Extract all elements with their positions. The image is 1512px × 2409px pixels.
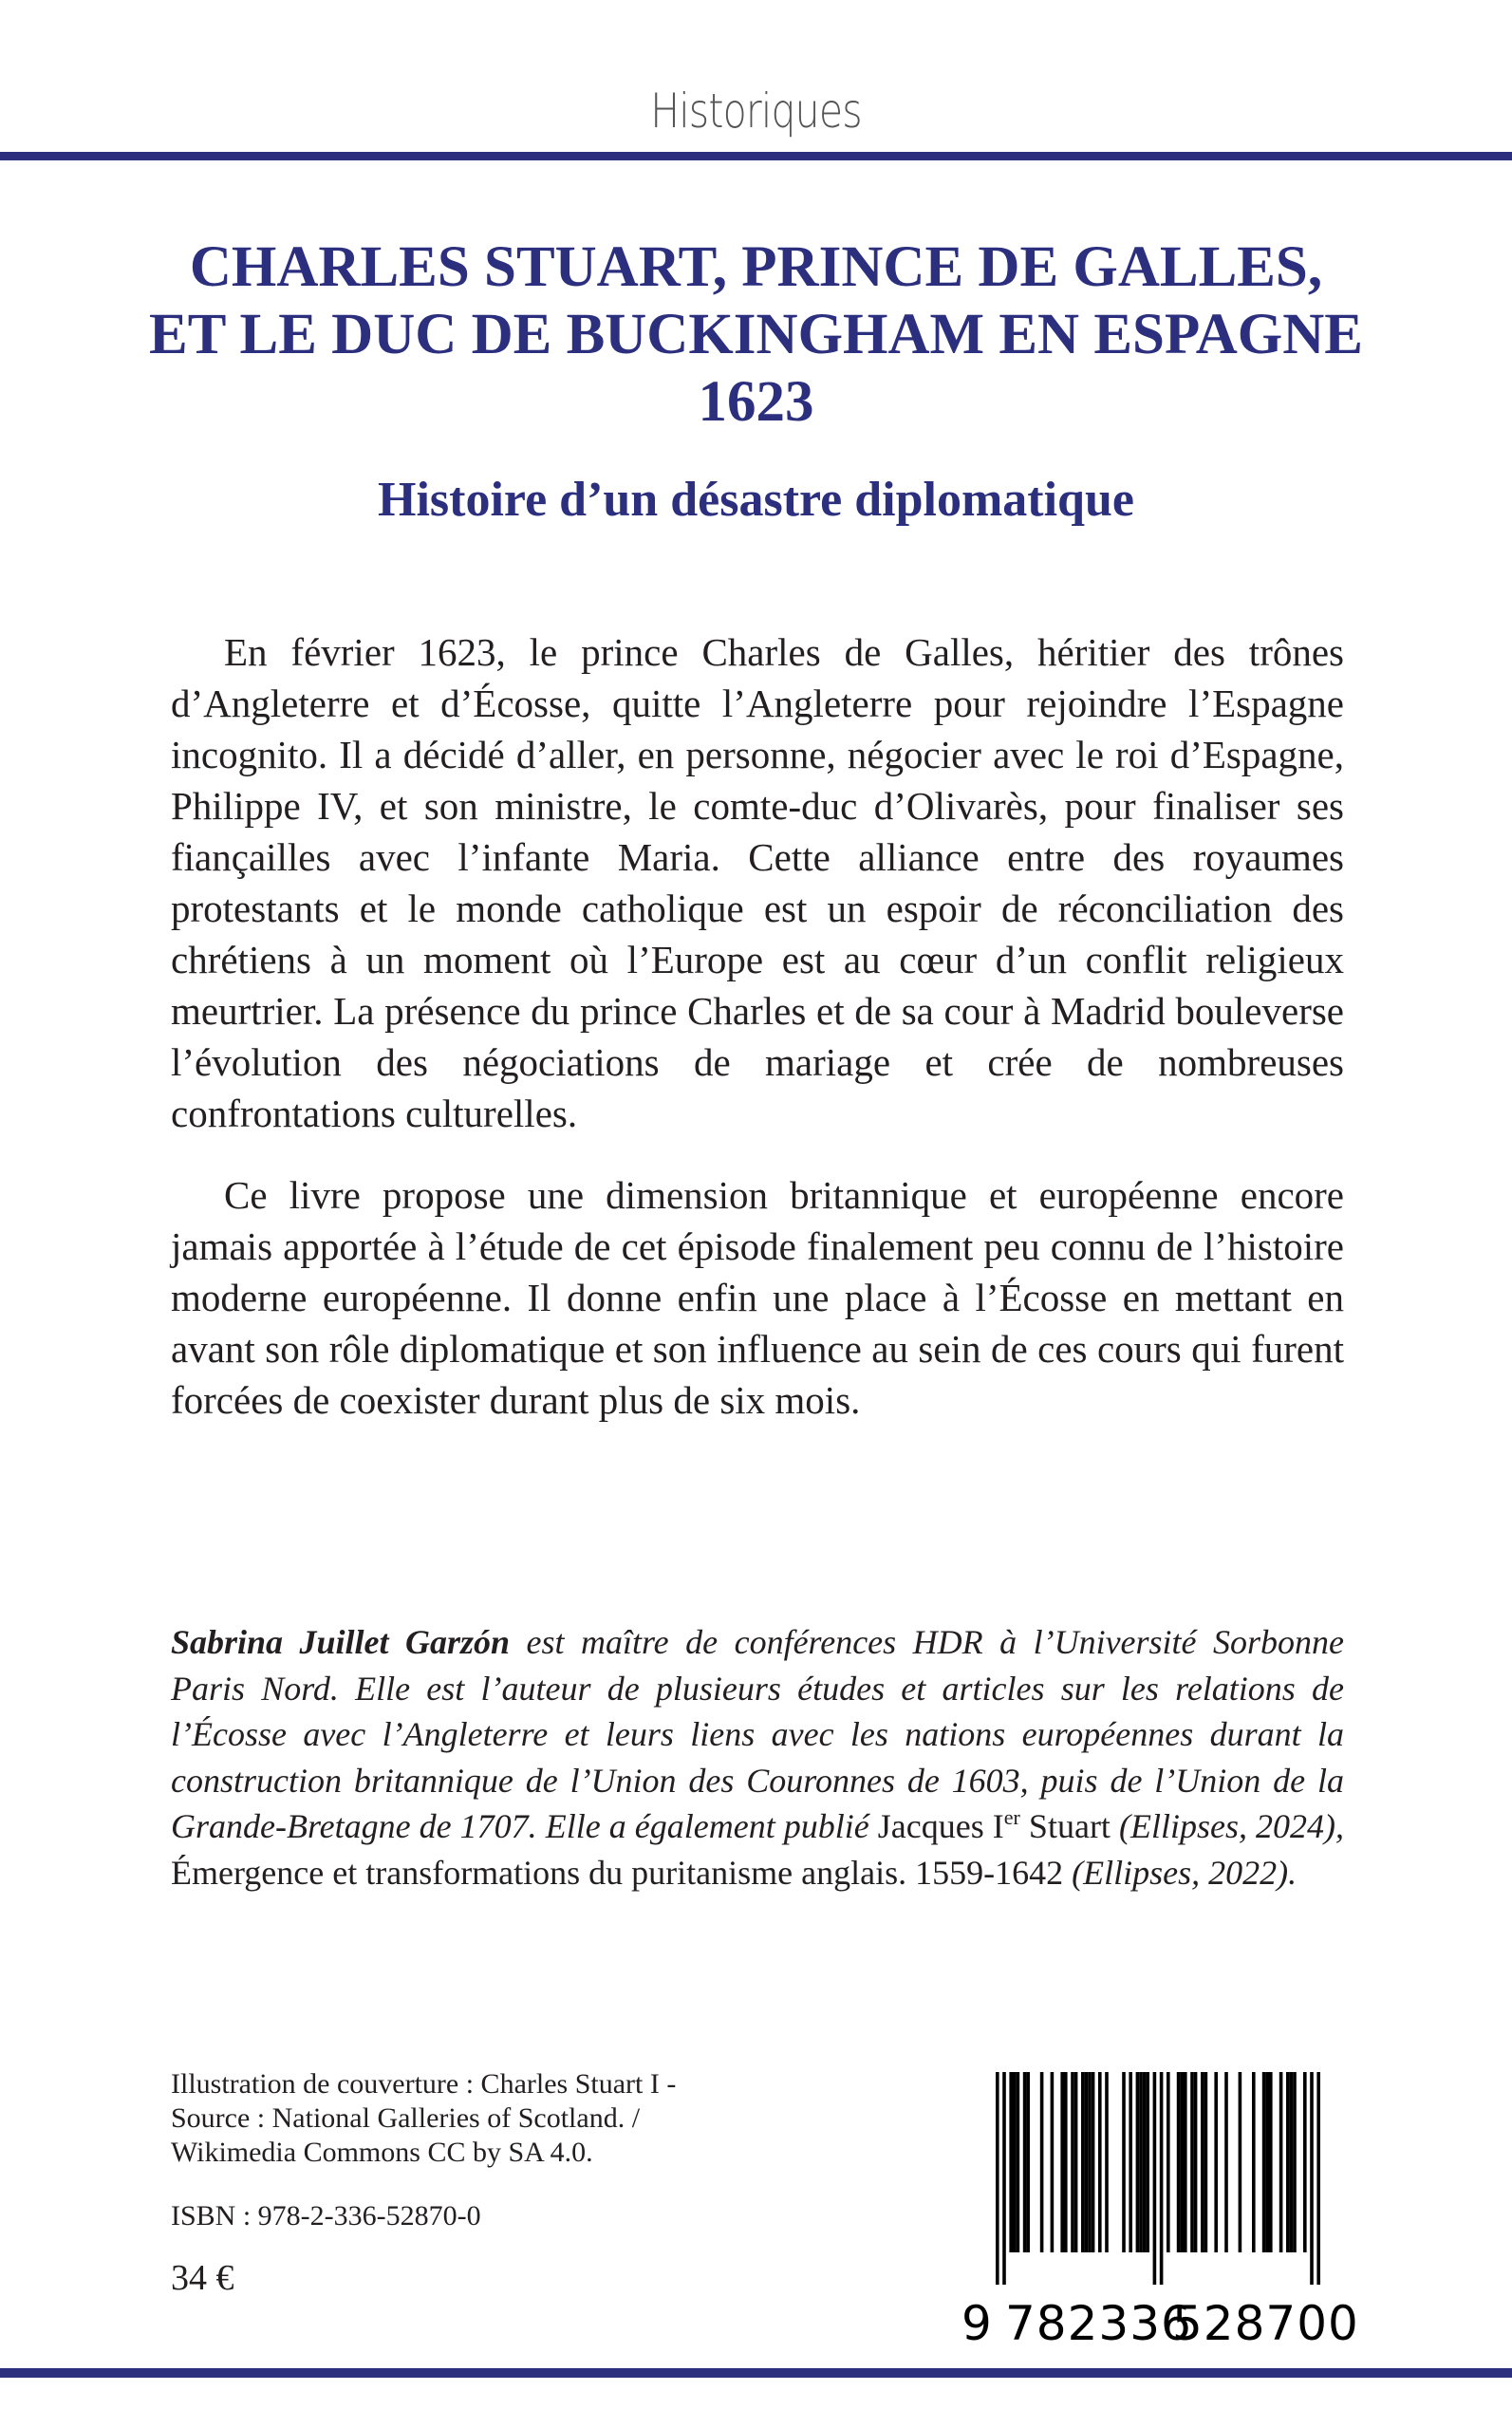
barcode-lead-digit: 9	[961, 2296, 993, 2351]
barcode-bar	[1092, 2072, 1095, 2252]
barcode-bar	[1214, 2072, 1218, 2252]
title-line: ET LE DUC DE BUCKINGHAM EN ESPAGNE	[149, 303, 1363, 366]
barcode-bar	[1060, 2072, 1064, 2252]
barcode-bar	[1146, 2072, 1149, 2252]
barcode-bar	[1122, 2072, 1126, 2252]
title-line: 1623	[698, 370, 814, 434]
credit-line: Source : National Galleries of Scotland. /	[171, 2102, 641, 2134]
barcode-bar	[1194, 2072, 1198, 2252]
barcode-bar	[996, 2072, 999, 2285]
barcode-bar	[1290, 2072, 1294, 2252]
book-publisher-2: (Ellipses, 2022).	[1063, 1853, 1297, 1892]
book-title-1-name: Jacques I	[877, 1807, 1004, 1845]
series-name: Historiques	[650, 84, 862, 139]
barcode-bar	[1023, 2072, 1027, 2252]
author-bio	[171, 1619, 1344, 1895]
barcode	[961, 2072, 1359, 2362]
barcode-bar	[1201, 2072, 1204, 2252]
barcode-bar	[1074, 2072, 1078, 2252]
barcode-bar	[1279, 2072, 1283, 2252]
barcode-bar	[1051, 2072, 1055, 2252]
barcode-bar	[1252, 2072, 1256, 2252]
barcode-bar	[1262, 2072, 1266, 2252]
barcode-right-digits: 528700	[1172, 2296, 1359, 2351]
barcode-bar	[1026, 2072, 1030, 2252]
barcode-bar	[1310, 2072, 1314, 2285]
book-title-1	[878, 1807, 1111, 1845]
barcode-bar	[1286, 2072, 1290, 2252]
book-publisher-1: (Ellipses, 2024),	[1110, 1807, 1344, 1845]
barcode-bar	[1009, 2072, 1013, 2252]
barcode-bar	[1177, 2072, 1181, 2252]
barcode-bar	[1139, 2072, 1143, 2252]
bio-text: est maître de conférences HDR à l’Université Sorbonne Paris Nord. Elle est l’auteur de plusieurs études et articles sur les relations de l’Écosse avec l’Angleterre et leurs liens avec les nations européennes durant la construction britannique de l’Union des Couronnes de 1603, puis de l’Union de la Grande-Bretagne de 1707. Elle a également publié	[171, 1623, 1344, 1845]
barcode-bar	[1085, 2072, 1089, 2252]
barcode-bars	[961, 2072, 1341, 2300]
cover-credits	[171, 2067, 759, 2170]
barcode-bar	[1040, 2072, 1044, 2252]
barcode-bar	[1180, 2072, 1184, 2252]
credit-line: Wikimedia Commons CC by SA 4.0.	[171, 2137, 593, 2168]
barcode-bar	[1224, 2072, 1228, 2252]
book-title-2: Émergence et transformations du puritanisme anglais. 1559-1642	[171, 1853, 1064, 1892]
barcode-bar	[1064, 2072, 1068, 2252]
barcode-bar	[1190, 2072, 1194, 2252]
barcode-bar	[1017, 2072, 1020, 2252]
top-rule	[0, 152, 1512, 160]
title-line: CHARLES STUART, PRINCE DE GALLES,	[189, 235, 1323, 299]
barcode-bar	[1239, 2072, 1242, 2252]
credit-line: Illustration de couverture : Charles Stuart I -	[171, 2068, 677, 2100]
isbn: ISBN : 978-2-336-52870-0	[171, 2200, 481, 2232]
book-title	[95, 233, 1417, 436]
barcode-bar	[1265, 2072, 1269, 2252]
barcode-bar	[1143, 2072, 1147, 2252]
book-title-1-ordinal: er	[1003, 1805, 1020, 1829]
barcode-digits	[961, 2296, 1359, 2353]
barcode-bar	[1088, 2072, 1092, 2252]
barcode-bar	[1167, 2072, 1170, 2252]
barcode-bar	[1303, 2072, 1307, 2252]
barcode-bar	[1081, 2072, 1085, 2252]
barcode-bar	[1184, 2072, 1187, 2252]
barcode-bar	[1071, 2072, 1074, 2252]
barcode-bar	[1136, 2072, 1140, 2252]
barcode-bar	[1013, 2072, 1017, 2252]
barcode-bar	[1105, 2072, 1109, 2252]
barcode-bar	[1098, 2072, 1102, 2252]
bottom-rule	[0, 2368, 1512, 2378]
blurb	[171, 626, 1344, 1456]
book-subtitle: Histoire d’un désastre diplomatique	[378, 473, 1134, 527]
author-name: Sabrina Juillet Garzón	[171, 1623, 511, 1661]
barcode-bar	[1002, 2072, 1006, 2285]
barcode-bar	[1293, 2072, 1297, 2252]
blurb-paragraph: En février 1623, le prince Charles de Galles, héritier des trônes d’Angleterre et d’Écosse, quitte l’Angleterre pour rejoindre l’Espagne incognito. Il a décidé d’aller, en personne, négocier avec le roi d’Espagne, Philippe IV, et son ministre, le comte-duc d’Olivarès, pour finaliser ses fiançailles avec l’infante Maria. Cette alliance entre des royaumes protestants et le monde catholique est un espoir de réconciliation des chrétiens à un moment où l’Europe est au cœur d’un conflit religieux meurtrier. La présence du prince Charles et de sa cour à Madrid bouleverse l’évolution des négociations de mariage et crée de nombreuses confrontations culturelles.	[171, 630, 1344, 1135]
barcode-bar	[1153, 2072, 1157, 2285]
blurb-paragraph: Ce livre propose une dimension britannique et européenne encore jamais apportée à l’étude de cet épisode finalement peu connu de l’histoire moderne européenne. Il donne enfin une place à l’Écosse en mettant en avant son rôle diplomatique et son influence au sein de ces cours qui furent forcées de coexister durant plus de six mois.	[171, 1173, 1344, 1422]
barcode-left-digits: 782336	[1005, 2296, 1192, 2351]
barcode-bar	[1160, 2072, 1164, 2285]
barcode-bar	[1204, 2072, 1208, 2252]
barcode-bar	[1129, 2072, 1132, 2252]
book-title-1-surname: Stuart	[1019, 1807, 1111, 1845]
price: 34 €	[171, 2258, 234, 2298]
barcode-bar	[1316, 2072, 1320, 2285]
barcode-bar	[1269, 2072, 1273, 2252]
